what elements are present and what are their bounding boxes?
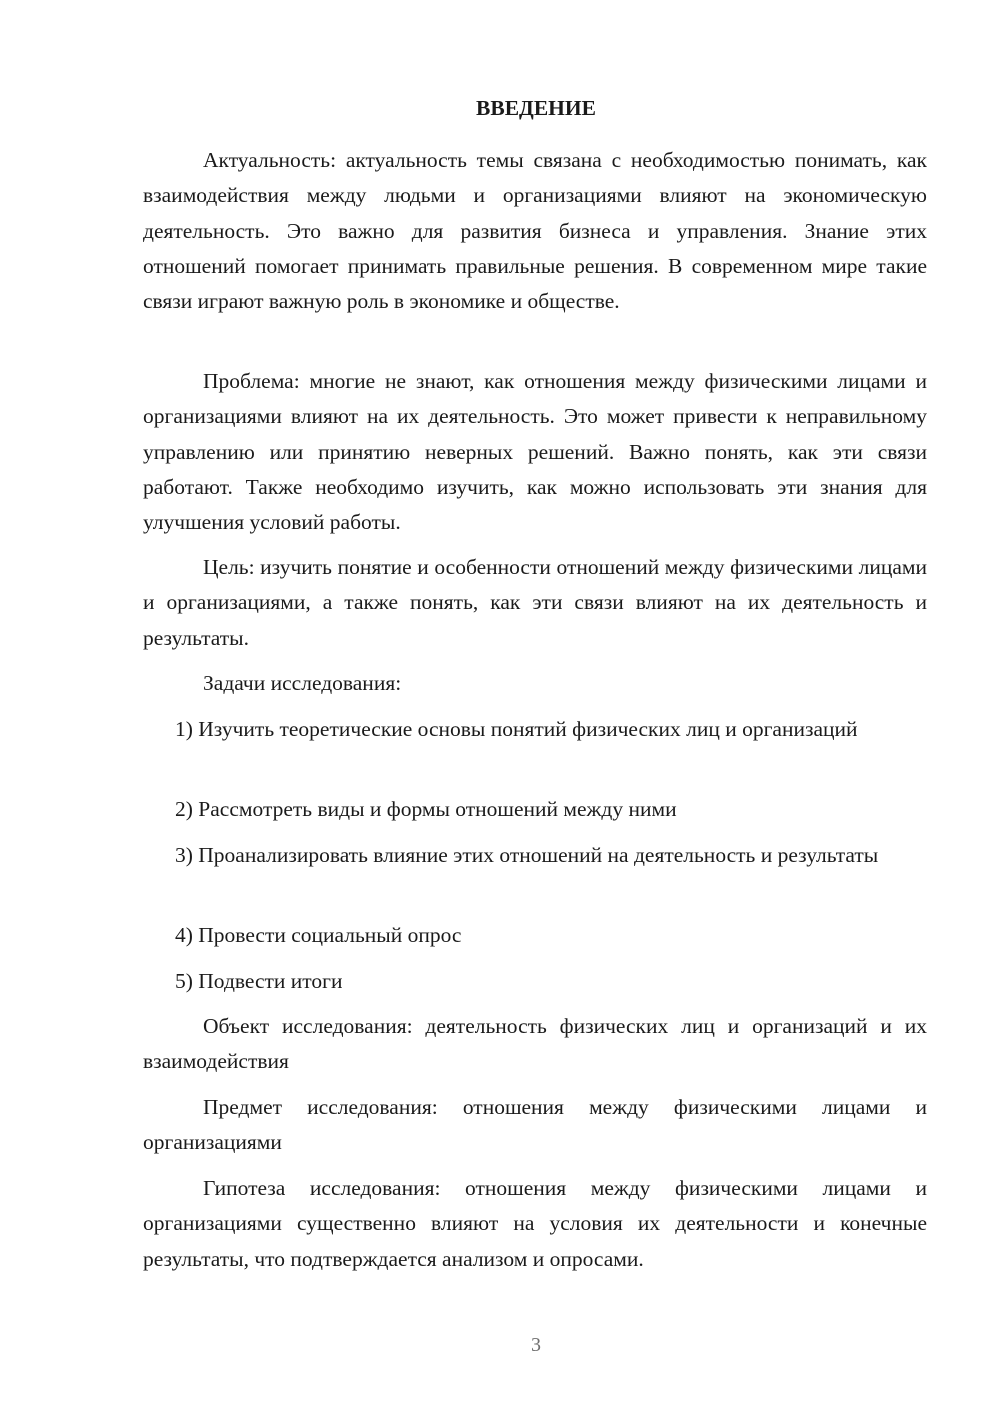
list-item: 2) Рассмотреть виды и формы отношений между ними — [175, 797, 677, 821]
paragraph-subject: Предмет исследования: отношения между физическими лицами и организациями — [143, 1095, 927, 1155]
paragraph-hypothesis: Гипотеза исследования: отношения между физическими лицами и организациями существенно влияют на условия их деятельности и конечные результаты, что подтверждается анализом и опросами. — [143, 1176, 927, 1271]
paragraph-object: Объект исследования: деятельность физических лиц и организаций и их взаимодействия — [143, 1014, 927, 1074]
paragraph-relevance: Актуальность: актуальность темы связана с необходимостью понимать, как взаимодействия между людьми и организациями влияют на экономическую деятельность. Это важно для развития бизнеса и управления. Знание этих отношений помогает принимать правильные решения. В современном мире такие связи играют важную роль в экономике и обществе. — [143, 148, 927, 314]
list-item: 3) Проанализировать влияние этих отношений на деятельность и результаты — [175, 843, 879, 867]
page-number: 3 — [531, 1334, 541, 1356]
paragraph-problem: Проблема: многие не знают, как отношения между физическими лицами и организациями влияют на их деятельность. Это может привести к неправильному управлению или принятию неверных решений. Важно понять, как эти связи работают. Также необходимо изучить, как можно использовать эти знания для улучшения условий работы. — [143, 369, 927, 535]
tasks-heading: Задачи исследования: — [203, 671, 402, 695]
list-item: 5) Подвести итоги — [175, 969, 343, 993]
paragraph-goal: Цель: изучить понятие и особенности отношений между физическими лицами и организациями, а также понять, как эти связи влияют на их деятельность и результаты. — [143, 555, 927, 650]
page-title: ВВЕДЕНИЕ — [476, 96, 596, 120]
list-item: 4) Провести социальный опрос — [175, 923, 462, 947]
list-item: 1) Изучить теоретические основы понятий физических лиц и организаций — [175, 717, 858, 741]
